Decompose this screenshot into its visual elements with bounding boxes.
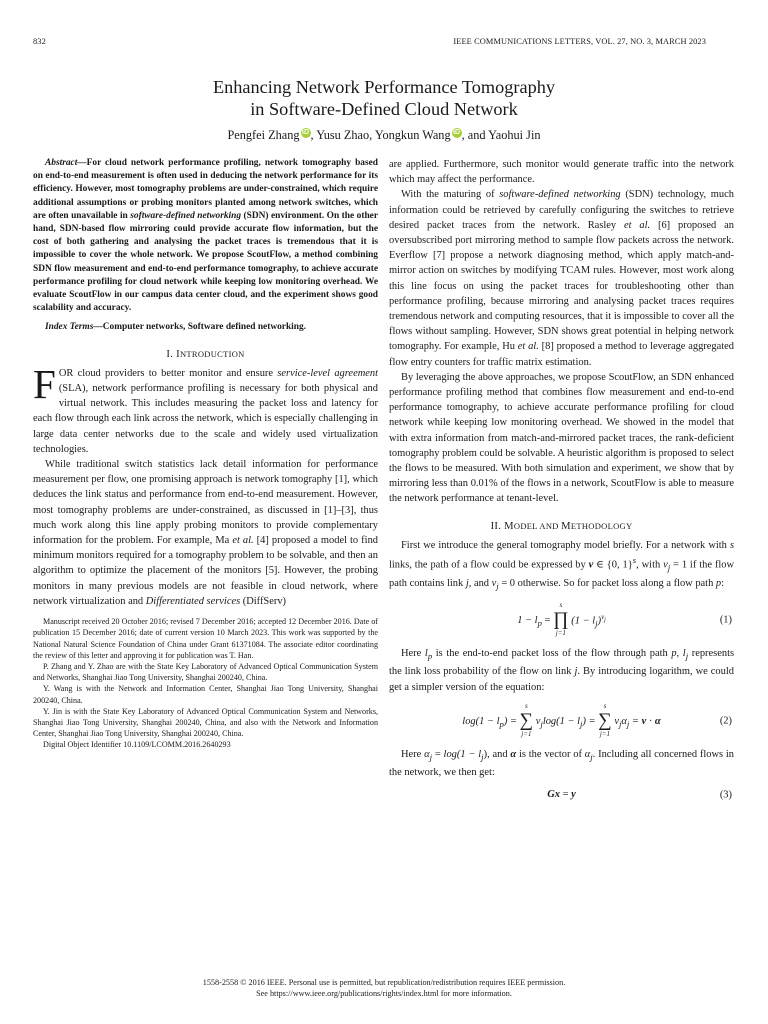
math-vector: Gx	[547, 789, 560, 801]
drop-cap: F	[33, 360, 56, 407]
sum-operator	[520, 702, 534, 739]
math-limit: j=1	[521, 729, 532, 738]
math-symbol: ∑	[598, 709, 612, 731]
model-paragraph-3	[389, 747, 734, 780]
italic-text: software-defined networking	[499, 189, 621, 201]
math-sub: p	[537, 618, 542, 629]
right-paragraph-2	[389, 187, 734, 369]
text: represents the link loss probability of the flow on link	[389, 648, 735, 678]
text: With the maturing of	[401, 189, 500, 201]
abstract	[33, 157, 378, 315]
math-vector: α	[654, 716, 661, 728]
doi-footnote: Digital Object Identifier 10.1109/LCOMM.2016.2640293	[43, 740, 231, 750]
math-sub: p	[427, 651, 433, 662]
math-limit: j=1	[555, 629, 566, 638]
footnote: Manuscript received 20 October 2016; revised 7 December 2016; accepted 12 December 2016. Date of publication 15 December 2016; date of current version 10 March 2023. This work was supported by the National Natural Science Foundation of China under Grant 61371084. The associate editor coordinating the review of this letter and approving it for publication was T. Han.	[33, 617, 378, 660]
text: . By introducing logarithm, we could get a simpler version of the equation:	[389, 666, 734, 693]
math-var: j	[574, 666, 578, 678]
section-heading-introduction	[33, 347, 378, 362]
text: , and	[468, 577, 492, 589]
math-limit: s	[559, 601, 563, 610]
index-terms	[33, 321, 378, 334]
intro-paragraph-2	[33, 457, 378, 609]
section-initial: I	[176, 348, 180, 360]
math: log(1 − l	[542, 716, 581, 728]
math-sub: j	[496, 580, 499, 591]
section-rest: ODEL	[513, 520, 538, 531]
equation-2	[389, 702, 734, 740]
right-paragraph-3: By leveraging the above approaches, we propose ScoutFlow, an SDN enhanced performance profiling method that combines flow measurement and end-to-end performance tomography, to achieve accurate performance profiling for cloud network while keeping low monitoring overhead. We showed in the model that with extra information from match-and-mirrored packet traces, the rank-deficient tomography problem could be solvable. A heuristic algorithm is proposed to select the flows to be measured. With both simulation and experiment, we show that by mirroring less than 0.01% of the flows in a network, ScoutFlow is able to measure the network performance at tenant-level.	[389, 371, 734, 505]
model-paragraph-1	[389, 538, 734, 594]
text: ,	[676, 648, 683, 660]
abstract-italic: software-defined networking	[130, 210, 242, 221]
text: ∈ {0, 1}	[593, 559, 633, 571]
math-sub: j	[540, 719, 543, 730]
text: links, the path of a flow could be expressed by	[389, 559, 589, 571]
text: First we introduce the general tomography model briefly. For a network with	[401, 539, 730, 551]
section-heading-model	[389, 519, 734, 534]
text: [4] proposed a model to find minimum monitors required for a tomography problem to be solvable, and then an algorithm to optimize the placement of the monitors [5]. However, the probing monitors in many previous models are not feasible in cloud network, where network virtualization and	[33, 535, 379, 607]
math-sub: j	[580, 719, 583, 730]
math: )	[597, 615, 602, 627]
italic-text: et al.	[624, 219, 651, 231]
text: (SLA), network performance profiling is necessary for both physical and virtual network. This includes measuring the packet loss and latency for each flow through each link across the network, which is especially challenging in large data center networks due to the scale and widely used virtualization technologies.	[33, 383, 378, 455]
equation-number: (2)	[719, 715, 732, 727]
math-var: p	[671, 648, 677, 660]
math: ) =	[582, 716, 596, 728]
math: ·	[646, 716, 655, 728]
paper-title	[0, 77, 768, 120]
intro-paragraph-1	[33, 360, 378, 457]
math-var: j	[465, 577, 469, 589]
math-sub: j	[604, 617, 606, 624]
footnotes	[33, 615, 378, 750]
index-terms-text: Computer networks, Software defined networking.	[102, 322, 307, 333]
equation-number: (1)	[719, 614, 732, 626]
math-sup: v	[601, 612, 605, 621]
copyright-line-1: 1558-2558 © 2016 IEEE. Personal use is permitted, but republication/redistribution requires IEEE permission.	[202, 978, 566, 987]
math-sub: j	[429, 751, 433, 762]
text: is the end-to-end packet loss of the flow through path	[432, 648, 672, 660]
math-sub: j	[590, 751, 593, 762]
journal-header: IEEE COMMUNICATIONS LETTERS, VOL. 27, NO. 3, MARCH 2023	[453, 37, 706, 46]
italic-text: Differentiated services	[145, 595, 241, 607]
text: Here	[401, 748, 425, 760]
orcid-icon[interactable]: iD	[453, 129, 461, 136]
text: ), and	[483, 748, 511, 760]
math-sup: s	[632, 555, 637, 566]
math-sub: j	[626, 719, 630, 730]
math: log(1 − l	[443, 748, 482, 760]
equation-1	[389, 601, 734, 639]
math-var: v	[663, 559, 668, 571]
equation-3	[389, 787, 734, 803]
math-var: α	[424, 748, 430, 760]
math: v	[614, 716, 619, 728]
math: =	[560, 789, 572, 801]
math: =	[629, 716, 642, 728]
section-rest: NTRODUCTION	[179, 348, 245, 359]
right-column	[389, 157, 734, 810]
italic-text: et al.	[232, 535, 254, 547]
abstract-label: Abstract—	[45, 158, 87, 168]
section-initial: M	[504, 520, 514, 532]
math-vector: v	[588, 559, 594, 571]
copyright-notice	[0, 977, 768, 999]
math: =	[541, 615, 551, 627]
math-var: l	[424, 648, 428, 660]
footnote: Y. Jin is with the State Key Laboratory of Advanced Optical Communication System and Networks, Shanghai Jiao Tong University, Shanghai 200240, China, and also with the Network and Information Center, Shanghai Jiao Tong University, Shanghai 200240, China.	[33, 706, 378, 739]
math-sub: p	[499, 719, 504, 730]
math-sub: j	[595, 618, 598, 629]
sum-operator	[598, 702, 612, 739]
math: ) =	[503, 716, 517, 728]
page-number: 832	[33, 37, 46, 46]
author-1: Pengfei Zhang	[227, 128, 300, 143]
text: = 0 otherwise. So for packet loss along a flow path	[498, 577, 716, 589]
text: (SDN) technology, much information could be retrieved by carefully configuring the switches to retrieve desired packet traces from the network. Rasley	[389, 189, 734, 231]
author-2-3: , Yusu Zhao, Yongkun Wang	[310, 128, 451, 143]
math-vector: α	[510, 748, 517, 760]
text: :	[721, 577, 725, 589]
math-var: α	[584, 748, 591, 760]
math-symbol: ∏	[553, 609, 569, 631]
math: v	[535, 716, 541, 728]
math-sub: j	[667, 562, 671, 573]
equation-number: (3)	[719, 789, 732, 801]
text: While traditional switch statistics lack detail information for performance measurement per flow, one promising approach is network tomography [1], which deduces the link status and performance from end-to-end measurement. However, most tomography problems are under-constrained, as discussed in [1]–[3], thus much work along this line apply probing monitors to provide complementary information for the problem. For example, Ma	[33, 459, 378, 547]
math: 1 − l	[517, 615, 538, 627]
math-limit: s	[525, 701, 528, 710]
section-initial: M	[561, 520, 571, 532]
math-sub: j	[618, 719, 622, 730]
text: Here	[401, 648, 425, 660]
math-symbol: ∑	[519, 709, 534, 731]
math-vector: v	[641, 716, 647, 728]
section-rest: AND	[537, 520, 562, 531]
model-paragraph-2	[389, 646, 734, 695]
right-paragraph-1: are applied. Furthermore, such monitor would generate traffic into the network which may affect the performance.	[389, 159, 734, 186]
math-var: v	[491, 577, 497, 589]
math-limit: j=1	[599, 729, 611, 738]
text: , with	[636, 559, 664, 571]
text: . Including all concerned flows in the network, we then get:	[389, 748, 735, 779]
math-sub: j	[685, 651, 689, 662]
abstract-text: For cloud network performance profiling, network tomography based on end-to-end measurement is often used in deducing the network performance for its efficiency. However, most tomography problems are under-constrained, which require additional assumptions or probing monitors planted among network switches, which are often unavailable in	[33, 158, 378, 221]
title-line-2: in Software-Defined Cloud Network	[250, 98, 518, 119]
math-limit: s	[603, 701, 607, 710]
author-list	[0, 128, 768, 143]
text: OR cloud providers to better monitor and ensure	[58, 367, 278, 379]
text: [6] proposed an oversubscribed port mirroring method to sample flow packets across the network. Everflow [7] propose a network diagnosing method, which apply match-and-mirror action on switches by modifying TCAM rules. However, most work along this line focus on using the packet traces for troubleshooting other than performance profiling, because mirroring and analysing packet traces requires tremendous network and computing resources, that it is impossible to cover all the flows without sampling. However, SDN shows great potential in helping network tomography. For example, Hu	[389, 219, 734, 353]
italic-text: service-level agreement	[277, 367, 378, 379]
math-sub: j	[481, 751, 484, 762]
section-numeral: I.	[166, 348, 177, 360]
text: = 1 if the flow path contains link	[389, 559, 734, 589]
math-var: l	[682, 648, 686, 660]
math-var: s	[729, 539, 734, 551]
section-numeral: II.	[490, 520, 505, 532]
section-rest: ETHODOLOGY	[570, 520, 633, 531]
footnote: P. Zhang and Y. Zhao are with the State Key Laboratory of Advanced Optical Communication System and Networks, Shanghai Jiao Tong University, Shanghai 200240, China.	[33, 661, 378, 683]
italic-text: et al.	[517, 341, 539, 353]
math: α	[621, 716, 627, 728]
abstract-text: (SDN) environment. On the other hand, SDN-based flow mirroring could provide accurate flow information, but the cost of both gathering and analysing the packet traces is tremendous that it is impossible to cover the whole network. We propose ScoutFlow, a method combining SDN flow measurement and end-to-end performance tomography, to achieve accurate performance profiling for cloud network while keeping low monitoring overhead. We evaluate ScoutFlow in our campus data center cloud, and the experiment shows good scalability and accuracy.	[33, 210, 378, 314]
text: is the vector of	[516, 748, 585, 760]
text: (DiffServ)	[240, 595, 287, 607]
math: (1 − l	[571, 615, 596, 627]
product-operator	[553, 601, 569, 638]
math: log(1 − l	[462, 716, 500, 728]
copyright-line-2: See https://www.ieee.org/publications/rights/index.html for more information.	[256, 989, 512, 998]
left-column	[33, 157, 378, 751]
text: [8] proposed a method to leverage aggregated flow entry counters for traffic matrix estimation.	[389, 341, 734, 368]
index-terms-label: Index Terms—	[45, 322, 103, 333]
text: =	[432, 748, 444, 760]
math-var: p	[715, 577, 722, 589]
math-vector: y	[571, 789, 576, 801]
title-line-1: Enhancing Network Performance Tomography	[212, 77, 556, 97]
orcid-icon[interactable]: iD	[302, 129, 310, 136]
author-4: , and Yaohui Jin	[461, 128, 541, 143]
footnote: Y. Wang is with the Network and Information Center, Shanghai Jiao Tong University, Shanghai 200240, China.	[33, 684, 378, 705]
